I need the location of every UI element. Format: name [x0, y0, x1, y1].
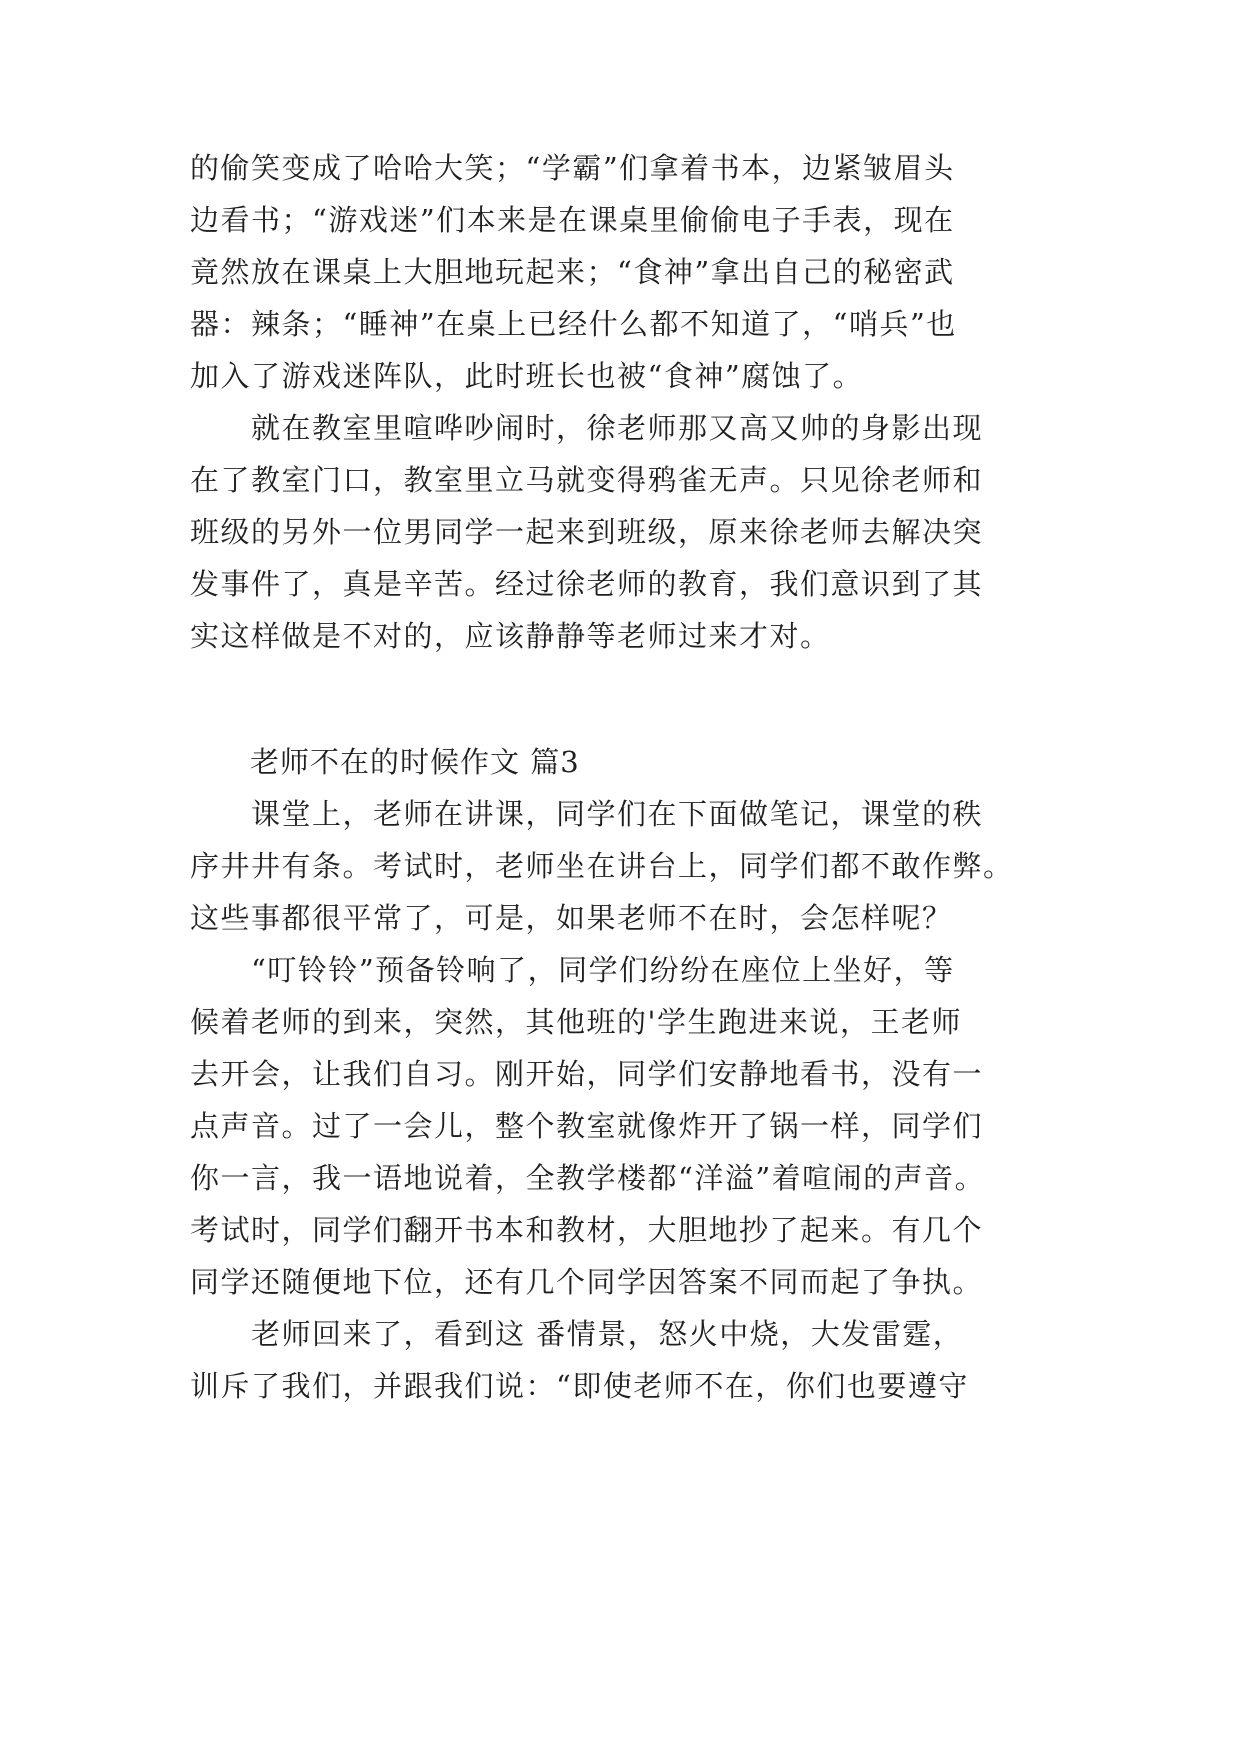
paragraph-line: 发事件了，真是辛苦。经过徐老师的教育，我们意识到了其 — [190, 567, 984, 601]
paragraph-line: 考试时，同学们翻开书本和教材，大胆地抄了起来。有几个 — [190, 1213, 984, 1247]
paragraph-line: 这些事都很平常了，可是，如果老师不在时，会怎样呢？ — [190, 901, 953, 935]
paragraph-line: 训斥了我们，并跟我们说：“即使老师不在，你们也要遵守 — [190, 1369, 969, 1403]
paragraph-line: 边看书；“游戏迷”们本来是在课桌里偷偷电子手表，现在 — [190, 203, 955, 237]
paragraph-line: 去开会，让我们自习。刚开始，同学们安静地看书，没有一 — [190, 1057, 984, 1091]
paragraph-line: 的偷笑变成了哈哈大笑；“学霸”们拿着书本，边紧皱眉头 — [190, 151, 955, 185]
paragraph-line: 就在教室里喧哗吵闹时，徐老师那又高又帅的身影出现 — [190, 411, 984, 445]
paragraph-line: 点声音。过了一会儿，整个教室就像炸开了锅一样，同学们 — [190, 1109, 984, 1143]
paragraph-line: 在了教室门口，教室里立马就变得鸦雀无声。只见徐老师和 — [190, 463, 984, 497]
paragraph-line: 班级的另外一位男同学一起来到班级，原来徐老师去解决突 — [190, 515, 984, 549]
paragraph-line: 器：辣条；“睡神”在桌上已经什么都不知道了，“哨兵”也 — [190, 307, 957, 341]
paragraph-line: “叮铃铃”预备铃响了，同学们纷纷在座位上坐好，等 — [190, 953, 955, 987]
paragraph-line: 竟然放在课桌上大胆地玩起来；“食神”拿出自己的秘密武 — [190, 255, 955, 289]
paragraph-line: 老师回来了，看到这 番情景，怒火中烧，大发雷霆， — [190, 1317, 964, 1351]
paragraph-line: 课堂上，老师在讲课，同学们在下面做笔记，课堂的秩 — [190, 797, 984, 831]
paragraph-line: 序井井有条。考试时，老师坐在讲台上，同学们都不敢作弊。 — [190, 849, 1014, 883]
paragraph-line: 加入了游戏迷阵队，此时班长也被“食神”腐蚀了。 — [190, 359, 864, 393]
section-heading: 老师不在的时候作文 篇3 — [190, 745, 580, 779]
paragraph-line: 同学还随便地下位，还有几个同学因答案不同而起了争执。 — [190, 1265, 984, 1299]
paragraph-line: 你一言，我一语地说着，全教学楼都“洋溢”着喧闹的声音。 — [190, 1161, 986, 1195]
paragraph-line: 候着老师的到来，突然，其他班的'学生跑进来说，王老师 — [190, 1005, 962, 1039]
paragraph-line: 实这样做是不对的，应该静静等老师过来才对。 — [190, 619, 831, 653]
